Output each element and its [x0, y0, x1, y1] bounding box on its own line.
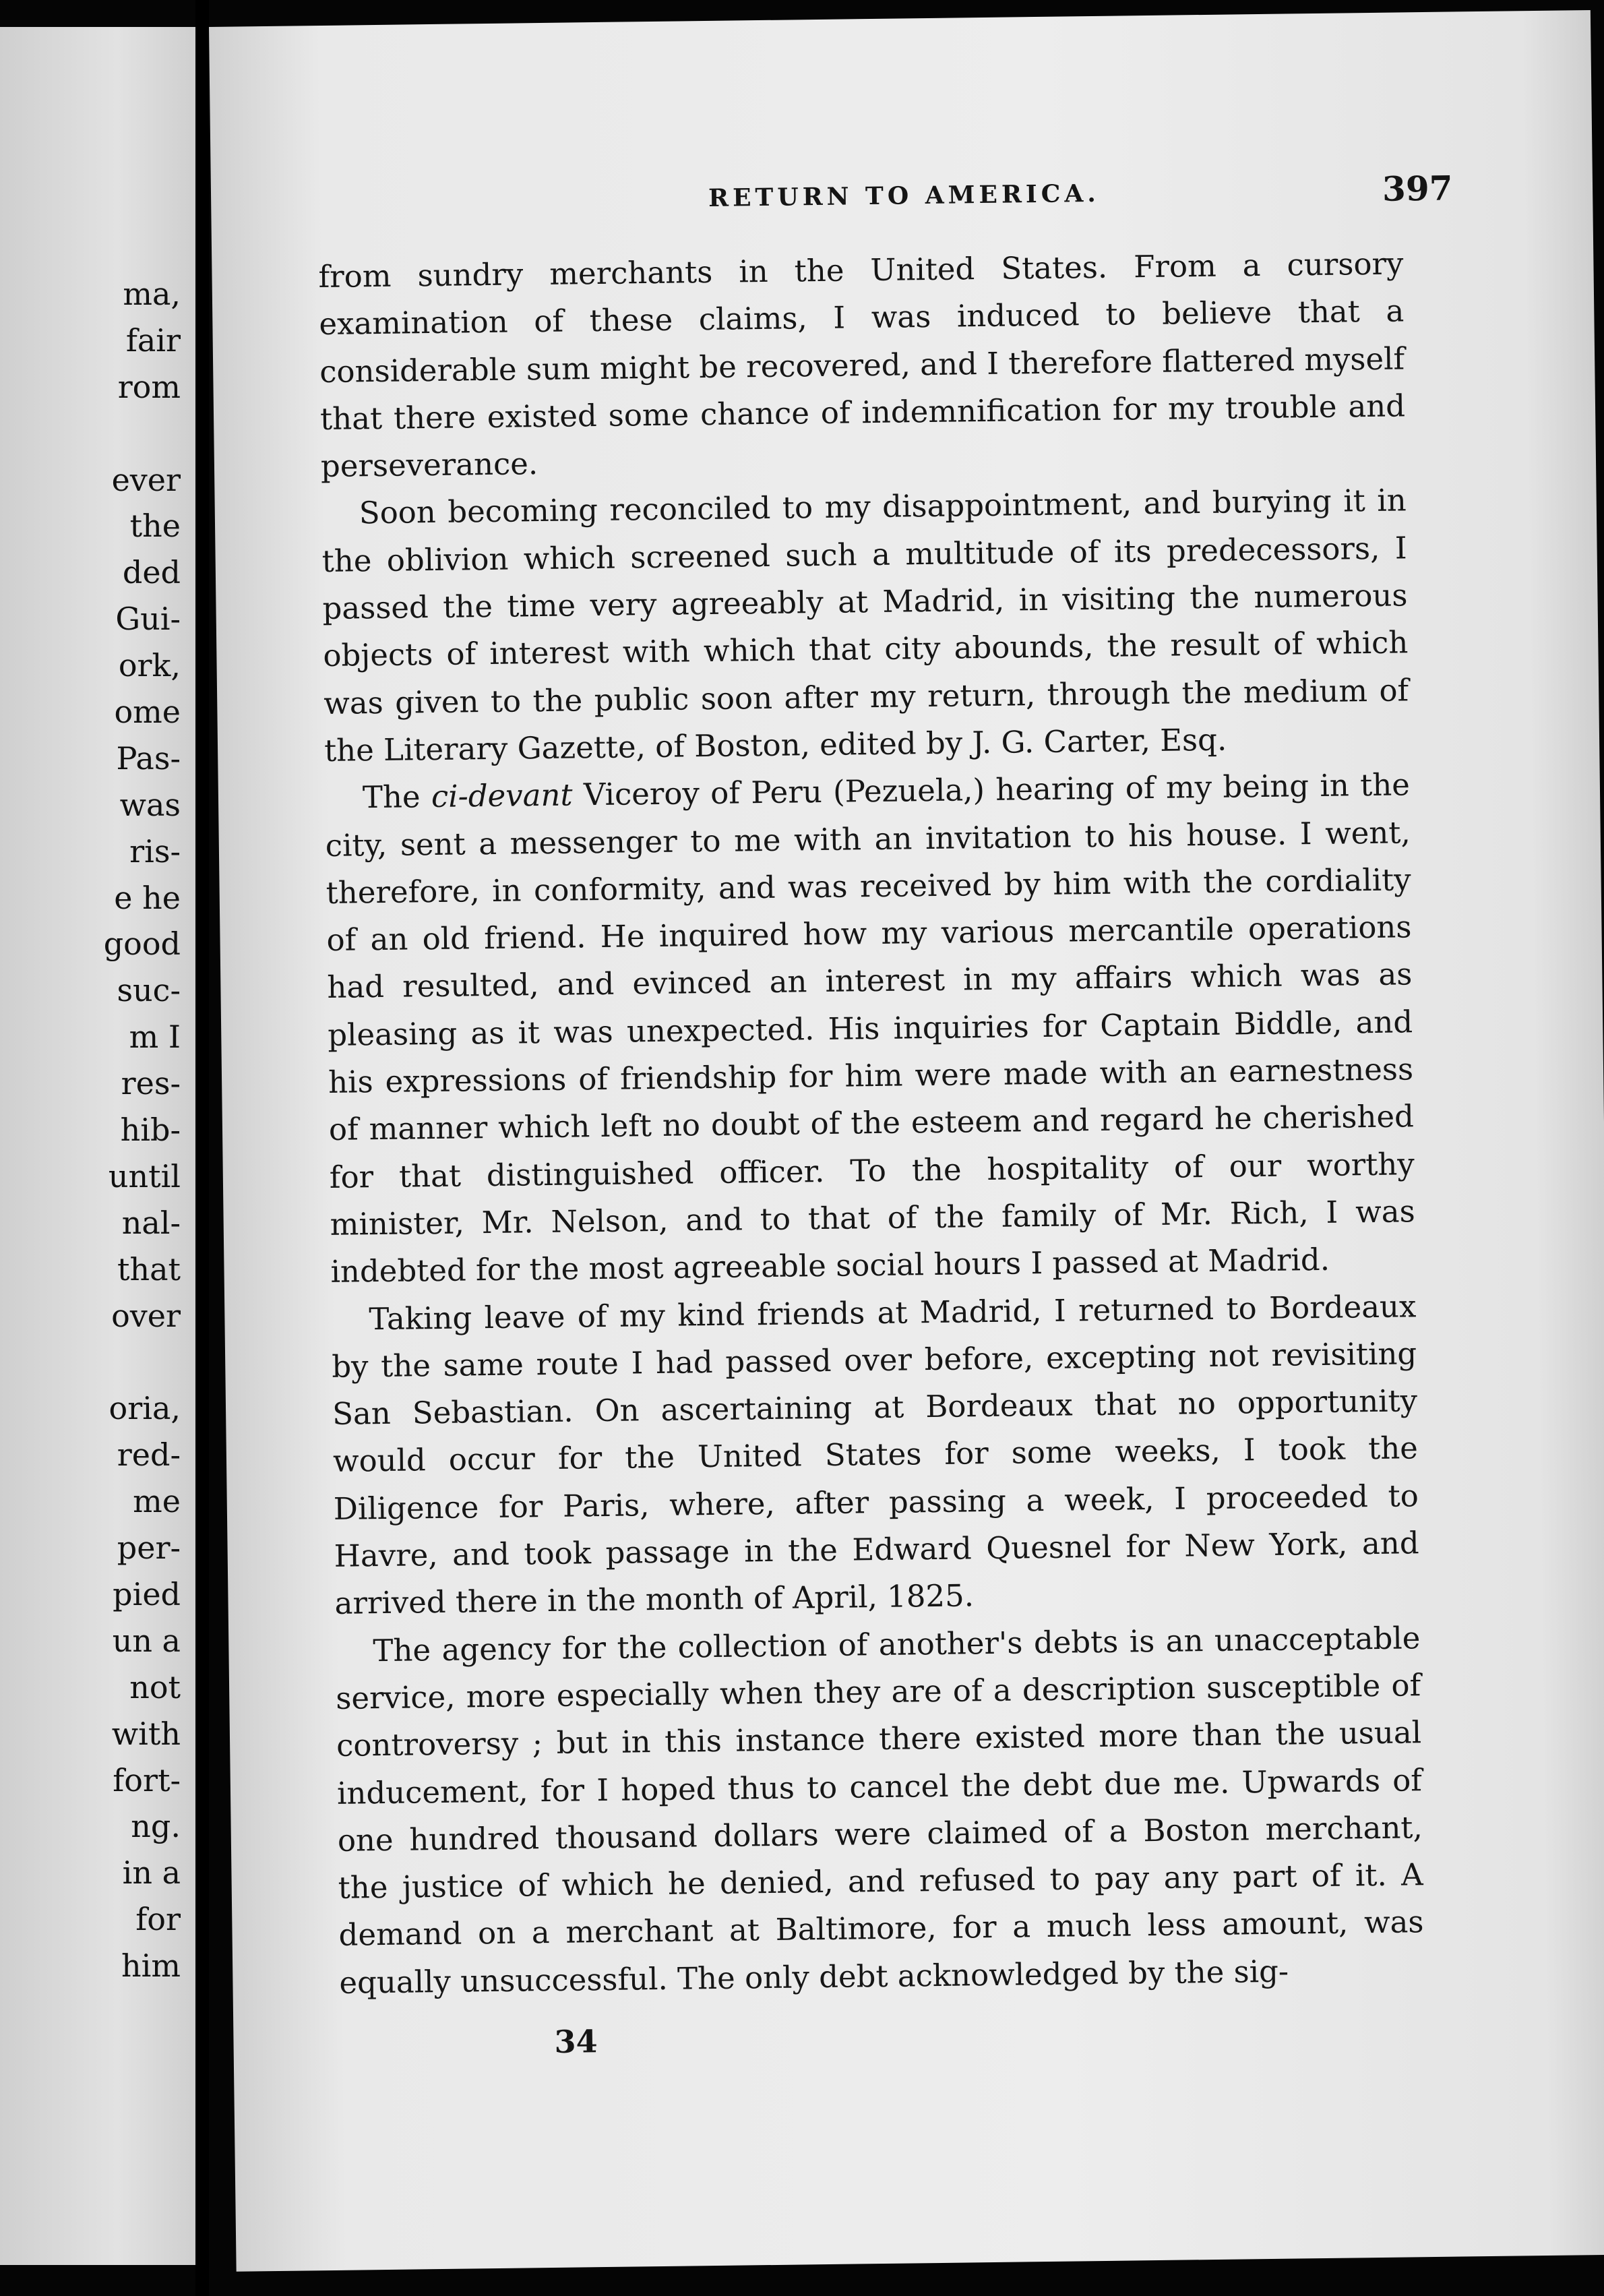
running-head [211, 168, 1593, 237]
fragment-line: that [117, 1250, 181, 1288]
fragment-line: rom [117, 368, 181, 405]
fragment-line: ma, [123, 276, 181, 312]
fragment-line: for [135, 1901, 181, 1938]
signature-mark: 34 [554, 2023, 598, 2060]
fragment-line [104, 411, 181, 457]
fragment-line: with [111, 1715, 181, 1752]
fragment-line: ded [122, 554, 181, 591]
fragment-line: until [108, 1157, 181, 1195]
facing-page-edge [0, 27, 195, 2265]
paragraph: The agency for the collection of another's debts is an unacceptable service, more especially when they are of a description susceptible of controversy ; but in this instance there existed more than the usual inducement, for I hoped thus to cancel the debt due me. Upwards of one hundred thousand dollars were claimed of a Boston merchant, the justice of which he denied, and refused to pay any part of it. A demand on a merchant at Baltimore, for a much less amount, was equally unsuccessful. The only debt acknowledged by the sig- [335, 1619, 1424, 2001]
fragment-line: Gui- [115, 601, 181, 638]
fragment-line: red- [117, 1437, 181, 1474]
fragment-line: over [111, 1297, 181, 1334]
fragment-line: ork, [118, 647, 181, 684]
book-page [209, 10, 1604, 2272]
fragment-line: ever [111, 461, 181, 498]
fragment-line: me [133, 1483, 181, 1520]
fragment-line: not [129, 1668, 181, 1705]
fragment-line: fort- [113, 1761, 181, 1799]
italic-term: ci-devant [431, 777, 573, 815]
fragment-line: per- [117, 1530, 181, 1567]
fragment-line [104, 1339, 181, 1385]
fragment-line: nal- [121, 1204, 181, 1241]
fragment-line: ris- [129, 833, 181, 870]
fragment-line: was [119, 786, 181, 823]
page-number: 397 [1382, 168, 1453, 209]
page-body-text [318, 240, 1425, 2006]
facing-page-line-fragments [104, 271, 181, 1989]
fragment-line: un a [112, 1622, 181, 1659]
paragraph: from sundry merchants in the United States. From a cursory examination of these claims, I was induced to believe that a considerable sum might be recovered, and I therefore flattered myself that there existed some chance of indemnification for my trouble and perseverance. [318, 245, 1406, 485]
fragment-line: m I [129, 1019, 181, 1056]
paragraph: Taking leave of my kind friends at Madrid, I returned to Bordeaux by the same route I had passed over before, excepting not revisiting San Sebastian. On ascertaining at Bordeaux that no opportunity would occur for the United States for some weeks, I took the Diligence for Paris, where, after passing a week, I proceeded to Havre, and took passage in the Edward Quesnel for New York, and arrived there in the month of April, 1825. [331, 1288, 1419, 1622]
fragment-line: him [121, 1947, 181, 1985]
fragment-line: e he [114, 879, 181, 916]
fragment-line: ome [114, 694, 181, 731]
fragment-line: in a [122, 1854, 181, 1892]
paragraph: Soon becoming reconciled to my disappointment, and burying it in the oblivion which screened such a multitude of its predecessors, I passed the time very agreeably at Madrid, in visiting the numerous objects of interest with which that city abounds, the result of which was given to the public soon after my return, through the medium of the Literary Gazette, of Boston, edited by J. G. Carter, Esq. [321, 482, 1409, 768]
paragraph-text: The [362, 779, 432, 816]
fragment-line: the [129, 508, 181, 545]
fragment-line: good [103, 926, 181, 963]
fragment-line: fair [125, 322, 181, 359]
fragment-line: Pas- [116, 739, 181, 777]
fragment-line: oria, [109, 1390, 181, 1427]
fragment-line: ng. [131, 1808, 181, 1845]
fragment-line: res- [121, 1065, 181, 1102]
fragment-line: pied [113, 1575, 181, 1612]
paragraph-text: Viceroy of Peru (Pezuela,) hearing of my being in the city, sent a messenger to me with an invitation to his house. I went, therefore, in conformity, and was received by him with the cordiality of an old friend. He inquired how my various mercantile operations had resulted, and evinced an interest in my affairs which was as pleasing as it was unexpected. His inquiries for Captain Biddle, and his expressions of friendship for him were made with an earnestness of manner which left no doubt of the esteem and regard he cherished for that distinguished officer. To the hospitality of our worthy minister, Mr. Nelson, and to that of the family of Mr. Rich, I was indebted for the most agreeable social hours I passed at Madrid. [325, 766, 1415, 1290]
book-gutter [195, 0, 209, 2296]
running-title: RETURN TO AMERICA. [708, 179, 1101, 212]
paragraph [325, 762, 1416, 1296]
fragment-line: hib- [120, 1112, 181, 1149]
fragment-line: suc- [117, 972, 181, 1009]
